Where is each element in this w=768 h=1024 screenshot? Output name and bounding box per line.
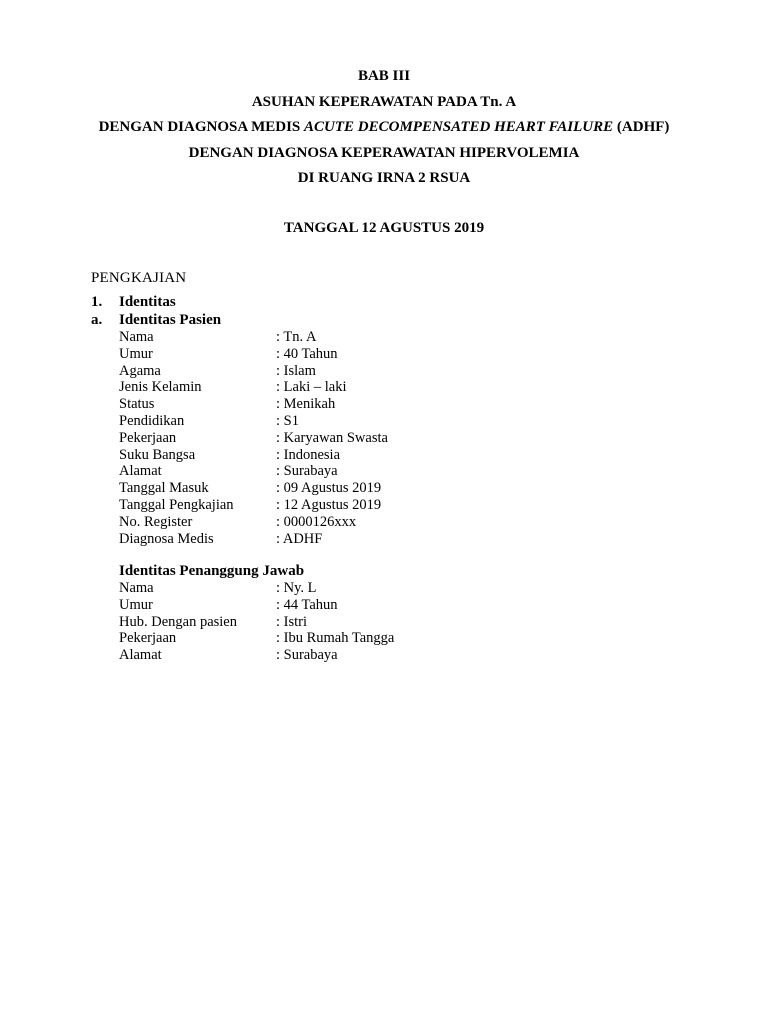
field-value: : Surabaya [276,647,338,664]
field-value: : Ny. L [276,580,317,596]
field-value: : S1 [276,412,299,429]
item-identitas-pasien-label: Identitas Pasien [119,312,222,328]
medical-diagnosis-prefix: DENGAN DIAGNOSA MEDIS [98,119,305,135]
field-label: Umur [119,596,153,613]
item-identitas-pasien [91,312,221,329]
field-label: Tanggal Masuk [119,480,209,497]
field-label: Nama [119,329,154,345]
guardian-heading: Identitas Penanggung Jawab [119,563,305,579]
field-value: : Karyawan Swasta [276,429,388,446]
chapter-title: BAB III [357,68,411,84]
field-label: Alamat [119,463,162,480]
item-identitas-pasien-number: a. [91,312,103,328]
field-value: : Istri [276,613,308,630]
field-value: : Ibu Rumah Tangga [276,630,395,647]
field-label: No. Register [119,513,193,530]
field-label: Pendidikan [119,412,185,429]
nursing-diagnosis-line: DENGAN DIAGNOSA KEPERAWATAN HIPERVOLEMIA [188,145,580,161]
field-label: Pekerjaan [119,429,177,446]
date-line: TANGGAL 12 AGUSTUS 2019 [283,220,485,236]
medical-diagnosis-italic: ACUTE DECOMPENSATED HEART FAILURE [304,119,614,135]
field-label: Tanggal Pengkajian [119,496,234,513]
field-label: Status [119,396,155,413]
field-value: : Menikah [276,396,336,413]
field-label: Agama [119,362,161,379]
field-value: : Islam [276,362,316,379]
ward-line: DI RUANG IRNA 2 RSUA [297,170,471,186]
field-value: : 0000126xxx [276,513,357,530]
field-value: : 44 Tahun [276,596,338,613]
field-value: : 40 Tahun [276,345,338,362]
item-identitas [91,294,176,311]
field-label: Hub. Dengan pasien [119,613,237,630]
field-value: : 09 Agustus 2019 [276,480,382,497]
field-value: : Surabaya [276,463,338,480]
field-value: : 12 Agustus 2019 [276,496,382,513]
field-value: : Tn. A [276,329,317,345]
medical-diagnosis-line [0,118,768,136]
section-title: PENGKAJIAN [91,270,187,286]
field-label: Jenis Kelamin [119,379,202,396]
medical-diagnosis-suffix: (ADHF) [613,119,670,135]
item-identitas-label: Identitas [119,294,176,310]
field-label: Alamat [119,647,162,664]
field-value: : Indonesia [276,446,341,463]
care-title: ASUHAN KEPERAWATAN PADA Tn. A [251,94,517,110]
item-identitas-number: 1. [91,294,103,310]
field-label: Umur [119,345,153,362]
field-value: : Laki – laki [276,379,347,396]
field-label: Suku Bangsa [119,446,196,463]
field-label: Diagnosa Medis [119,530,214,547]
field-label: Pekerjaan [119,630,177,647]
field-label: Nama [119,580,154,596]
field-value: : ADHF [276,530,323,547]
